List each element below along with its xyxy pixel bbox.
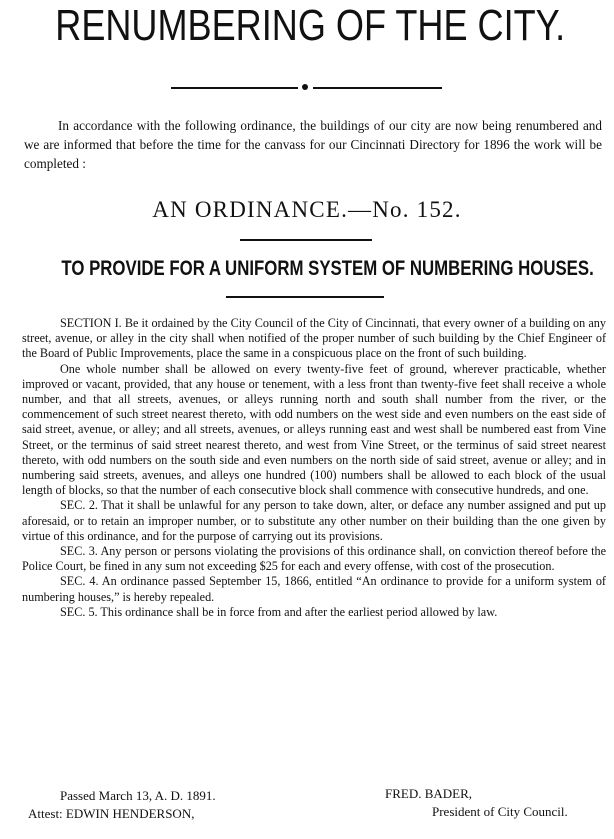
subtitle-rule <box>226 296 384 298</box>
ordinance-body <box>22 316 606 620</box>
president-title: President of City Council. <box>432 804 568 819</box>
title-rule-left <box>171 87 298 89</box>
ordinance-heading: AN ORDINANCE.—No. 152. <box>152 197 462 222</box>
president-name: FRED. BADER, <box>385 786 473 801</box>
page-title: RENUMBERING OF THE CITY. <box>55 1 566 50</box>
title-rule-right <box>313 87 442 89</box>
passed-date: Passed March 13, A. D. 1891. <box>60 788 216 803</box>
attest-signature: Attest: EDWIN HENDERSON, <box>28 806 195 821</box>
section-5: SEC. 5. This ordinance shall be in force from and after the earliest period allowed by law. <box>60 604 498 619</box>
intro-text: In accordance with the following ordinance, the buildings of our city are now being renumbered and we are informed that before the time for the canvass for our Cincinnati Directory for 1896 the work will be completed : <box>24 118 602 171</box>
ordinance-rule <box>240 239 372 241</box>
intro-paragraph <box>24 116 602 173</box>
ordinance-subtitle: TO PROVIDE FOR A UNIFORM SYSTEM OF NUMBERING HOUSES. <box>61 257 594 280</box>
section-1-continued: One whole number shall be allowed on every twenty-five feet of ground, wherever practicable, whether improved or vacant, provided, that any house or tenement, with a less front than twenty-five feet shall receive a whole number, and that all streets, avenues, or alleys running north and south shall number from the river, or the commencement of such street nearest thereto, with odd numbers on the west side and even numbers on the east side of said street, avenue, or alley; and all streets, avenues, or alleys running east and west shall be numbered east from Vine Street, or the terminus of said street nearest thereto, and west from Vine Street, or the terminus of said street nearest thereto, with odd numbers on the south side and even numbers on the north side of said street, avenue or alley; and in numbering said streets, avenues, and alleys one hundred (100) numbers shall be allowed to each block of the usual length of blocks, so that the number of each consecutive block shall commence with consecutive hundreds, and one. <box>22 361 606 498</box>
section-2: SEC. 2. That it shall be unlawful for any person to take down, alter, or deface any number assigned and put up aforesaid, or to retain an improper number, or to substitute any other number on their building than the one given by virtue of this ordinance, and for the purpose of carrying out its provisions. <box>22 498 606 543</box>
section-3: SEC. 3. Any person or persons violating the provisions of this ordinance shall, on conviction thereof before the Police Court, be fined in any sum not exceeding $25 for each and every offense, with cost of the prosecution. <box>22 544 606 574</box>
section-4: SEC. 4. An ordinance passed September 15, 1866, entitled “An ordinance to provide for a uniform system of numbering houses,” is hereby repealed. <box>22 574 606 604</box>
section-1: SECTION I. Be it ordained by the City Council of the City of Cincinnati, that every owner of a building on any street, avenue, or alley in the city shall when notified of the proper number of such building by the Chief Engineer of the Board of Public Improvements, place the same in a conspicuous place on the front of such building. <box>22 316 606 361</box>
title-rule-ornament <box>302 84 308 90</box>
